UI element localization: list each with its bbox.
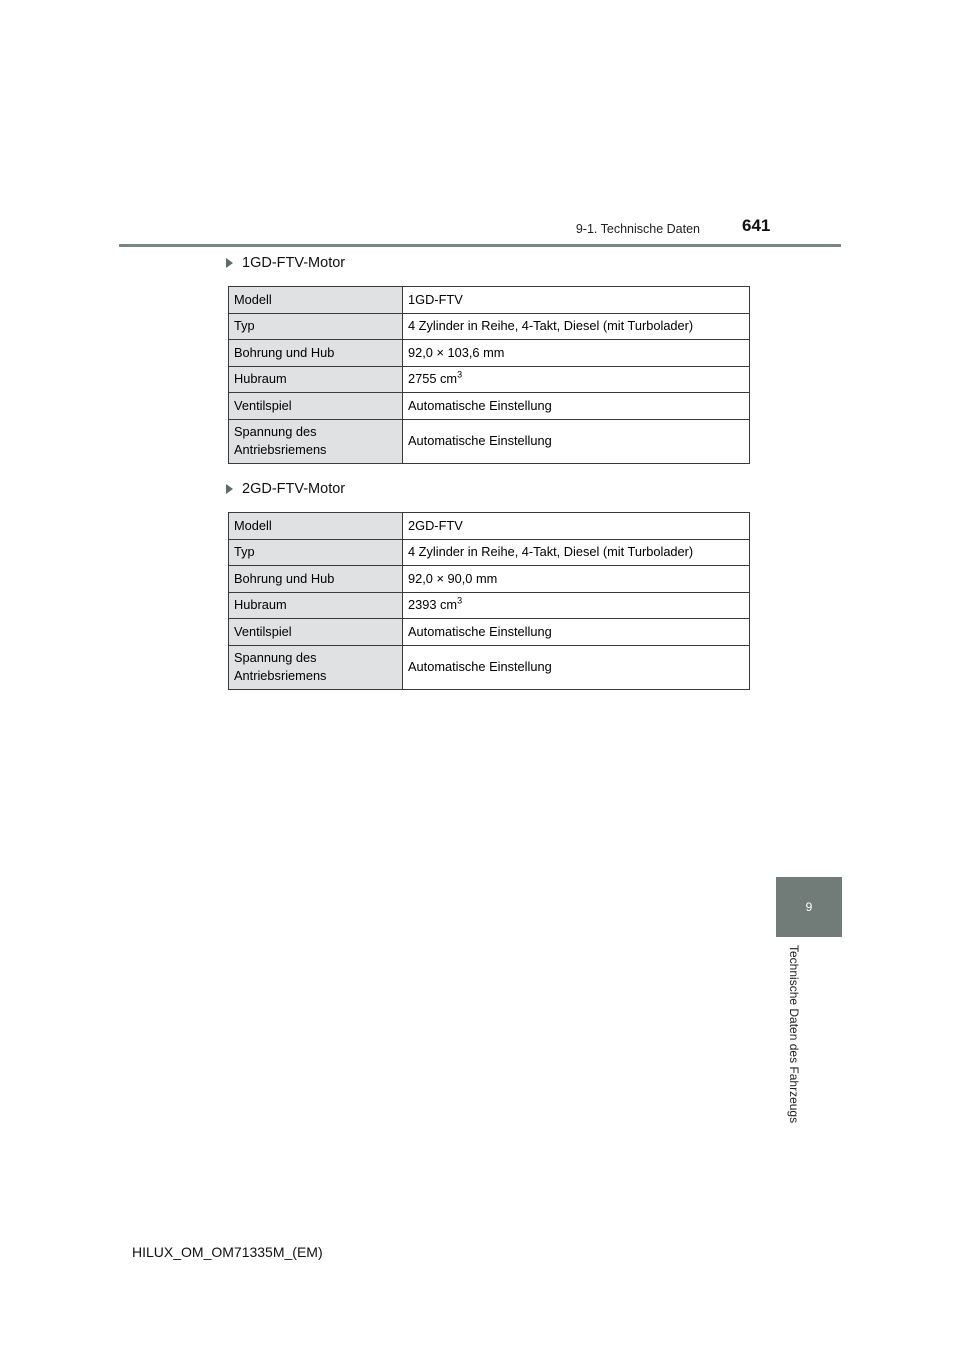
spec-value: Automatische Einstellung (403, 619, 750, 646)
table-row (229, 287, 750, 314)
spec-value (403, 592, 750, 619)
spec-table-2gd (228, 512, 750, 690)
section-heading-2gd (226, 481, 345, 497)
spec-key: Hubraum (229, 592, 403, 619)
table-row (229, 592, 750, 619)
table-row (229, 513, 750, 540)
table-row (229, 393, 750, 420)
spec-key: Spannung des Antriebsriemens (229, 419, 403, 463)
spec-value: 1GD-FTV (403, 287, 750, 314)
spec-value: Automatische Einstellung (403, 419, 750, 463)
section-heading-label: 1GD-FTV-Motor (242, 255, 346, 271)
spec-value: Automatische Einstellung (403, 393, 750, 420)
section-heading-label: 2GD-FTV-Motor (242, 481, 346, 497)
spec-key: Typ (229, 539, 403, 566)
spec-key: Bohrung und Hub (229, 340, 403, 367)
table-row (229, 645, 750, 689)
spec-key: Spannung des Antriebsriemens (229, 645, 403, 689)
header-section-title: 9-1. Technische Daten (575, 222, 700, 236)
spec-key: Ventilspiel (229, 619, 403, 646)
spec-value: 4 Zylinder in Reihe, 4-Takt, Diesel (mit Turbolader) (403, 313, 750, 340)
page-number: 641 (742, 216, 771, 235)
spec-value-text: 2393 cm (408, 597, 458, 613)
table-row (229, 313, 750, 340)
footer-doc-code: HILUX_OM_OM71335M_(EM) (132, 1244, 323, 1260)
chapter-tab-label: Technische Daten des Fahrzeugs (787, 945, 801, 1124)
spec-value-text: 2755 cm (408, 371, 458, 387)
spec-table-1gd (228, 286, 750, 464)
superscript: 3 (457, 369, 463, 380)
spec-value (403, 366, 750, 393)
spec-key: Modell (229, 513, 403, 540)
superscript: 3 (457, 595, 463, 606)
table-row (229, 566, 750, 593)
header-divider (119, 244, 841, 247)
triangle-bullet-icon (226, 258, 233, 268)
spec-key: Modell (229, 287, 403, 314)
spec-value: 2GD-FTV (403, 513, 750, 540)
chapter-tab-number: 9 (805, 900, 813, 914)
table-row (229, 539, 750, 566)
spec-value: Automatische Einstellung (403, 645, 750, 689)
spec-key: Ventilspiel (229, 393, 403, 420)
table-row (229, 340, 750, 367)
spec-key: Hubraum (229, 366, 403, 393)
spec-value: 92,0 × 90,0 mm (403, 566, 750, 593)
table-row (229, 619, 750, 646)
table-row (229, 366, 750, 393)
section-heading-1gd (226, 255, 345, 271)
table-row (229, 419, 750, 463)
triangle-bullet-icon (226, 484, 233, 494)
spec-key: Typ (229, 313, 403, 340)
chapter-tab (776, 877, 842, 937)
spec-value: 4 Zylinder in Reihe, 4-Takt, Diesel (mit Turbolader) (403, 539, 750, 566)
spec-value: 92,0 × 103,6 mm (403, 340, 750, 367)
spec-key: Bohrung und Hub (229, 566, 403, 593)
